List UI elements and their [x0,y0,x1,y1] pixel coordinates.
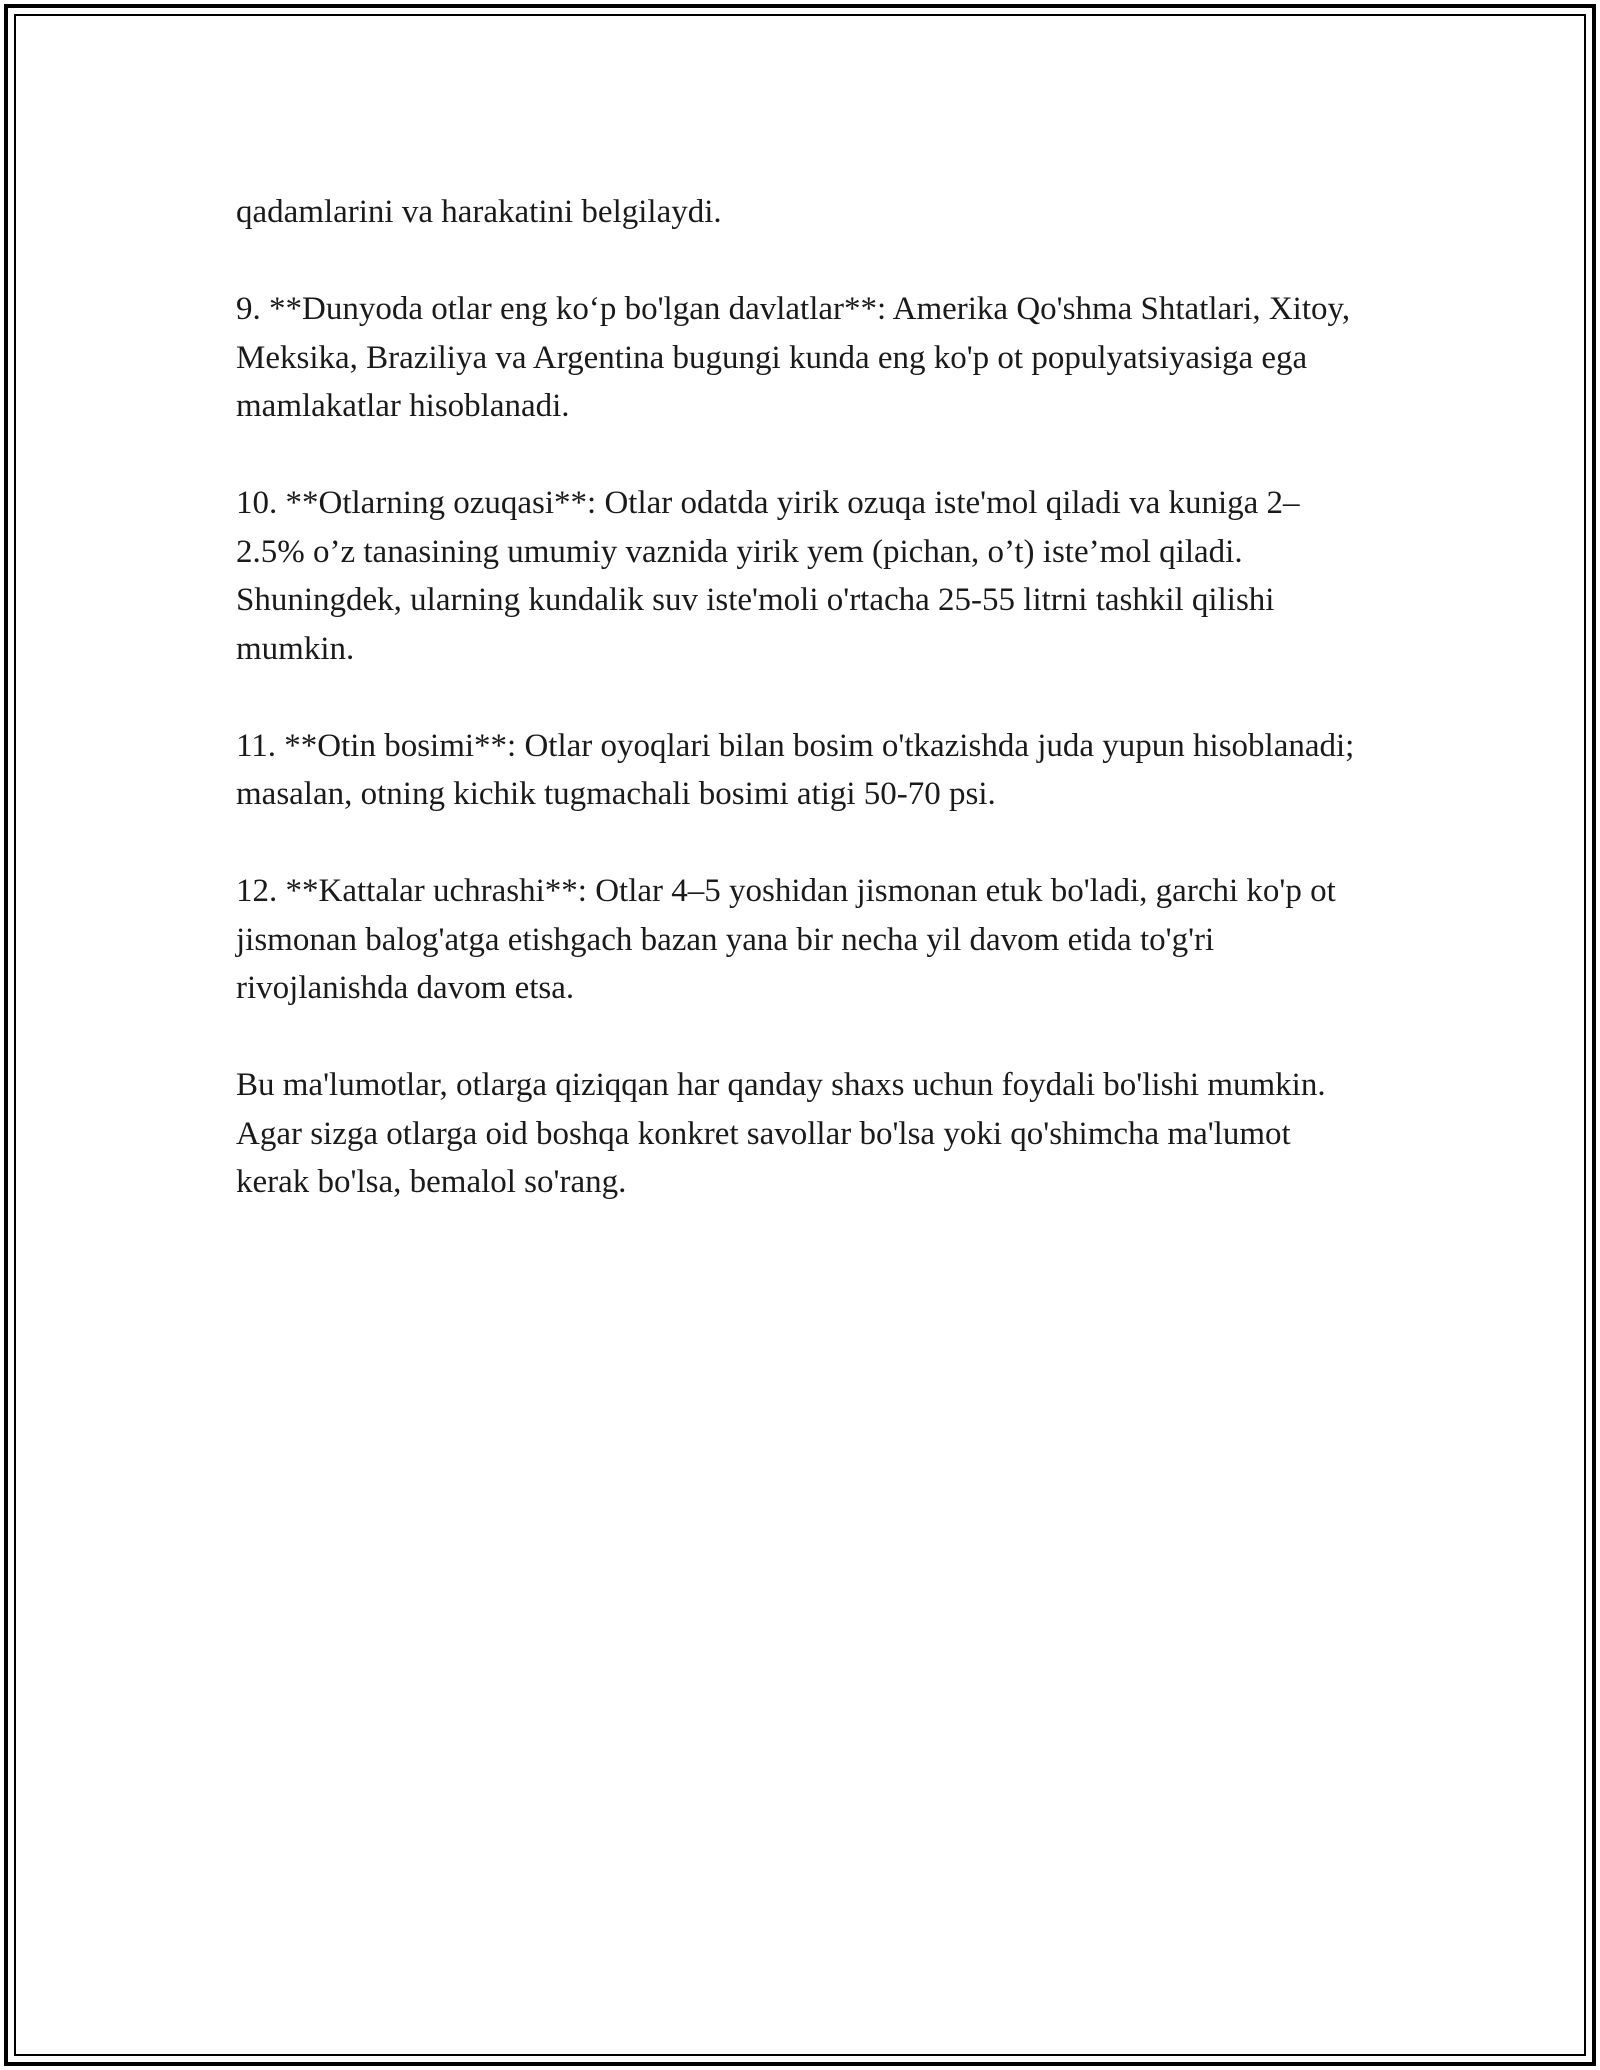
list-item-12: 12. **Kattalar uchrashi**: Otlar 4–5 yoshidan jismonan etuk bo'ladi, garchi ko'p ot jismonan balog'atga etishgach bazan yana bir necha yil davom etida to'g'ri rivojlanishda davom etsa. [236,873,1336,1006]
closing-paragraph: Bu ma'lumotlar, otlarga qiziqqan har qanday shaxs uchun foydali bo'lishi mumkin. Agar sizga otlarga oid boshqa konkret savollar bo'lsa yoki qo'shimcha ma'lumot kerak bo'lsa, bemalol so'rang. [236,1067,1326,1200]
list-item-10: 10. **Otlarning ozuqasi**: Otlar odatda yirik ozuqa iste'mol qiladi va kuniga 2–2.5% o’z tanasining umumiy vaznida yirik yem (pichan, o’t) iste’mol qiladi. Shuningdek, ularning kundalik suv iste'moli o'rtacha 25-55 litrni tashkil qilishi mumkin. [236,485,1300,667]
paragraph-continuation: qadamlarini va harakatini belgilaydi. [236,194,722,230]
list-item-9: 9. **Dunyoda otlar eng ko‘p bo'lgan davlatlar**: Amerika Qo'shma Shtatlari, Xitoy, Meksika, Braziliya va Argentina bugungi kunda eng ko'p ot populyatsiyasiga ega mamlakatlar hisoblanadi. [236,291,1351,424]
document-body [236,188,1366,1255]
list-item-11: 11. **Otin bosimi**: Otlar oyoqlari bilan bosim o'tkazishda juda yupun hisoblanadi; masalan, otning kichik tugmachali bosimi atigi 50-70 psi. [236,727,1355,812]
